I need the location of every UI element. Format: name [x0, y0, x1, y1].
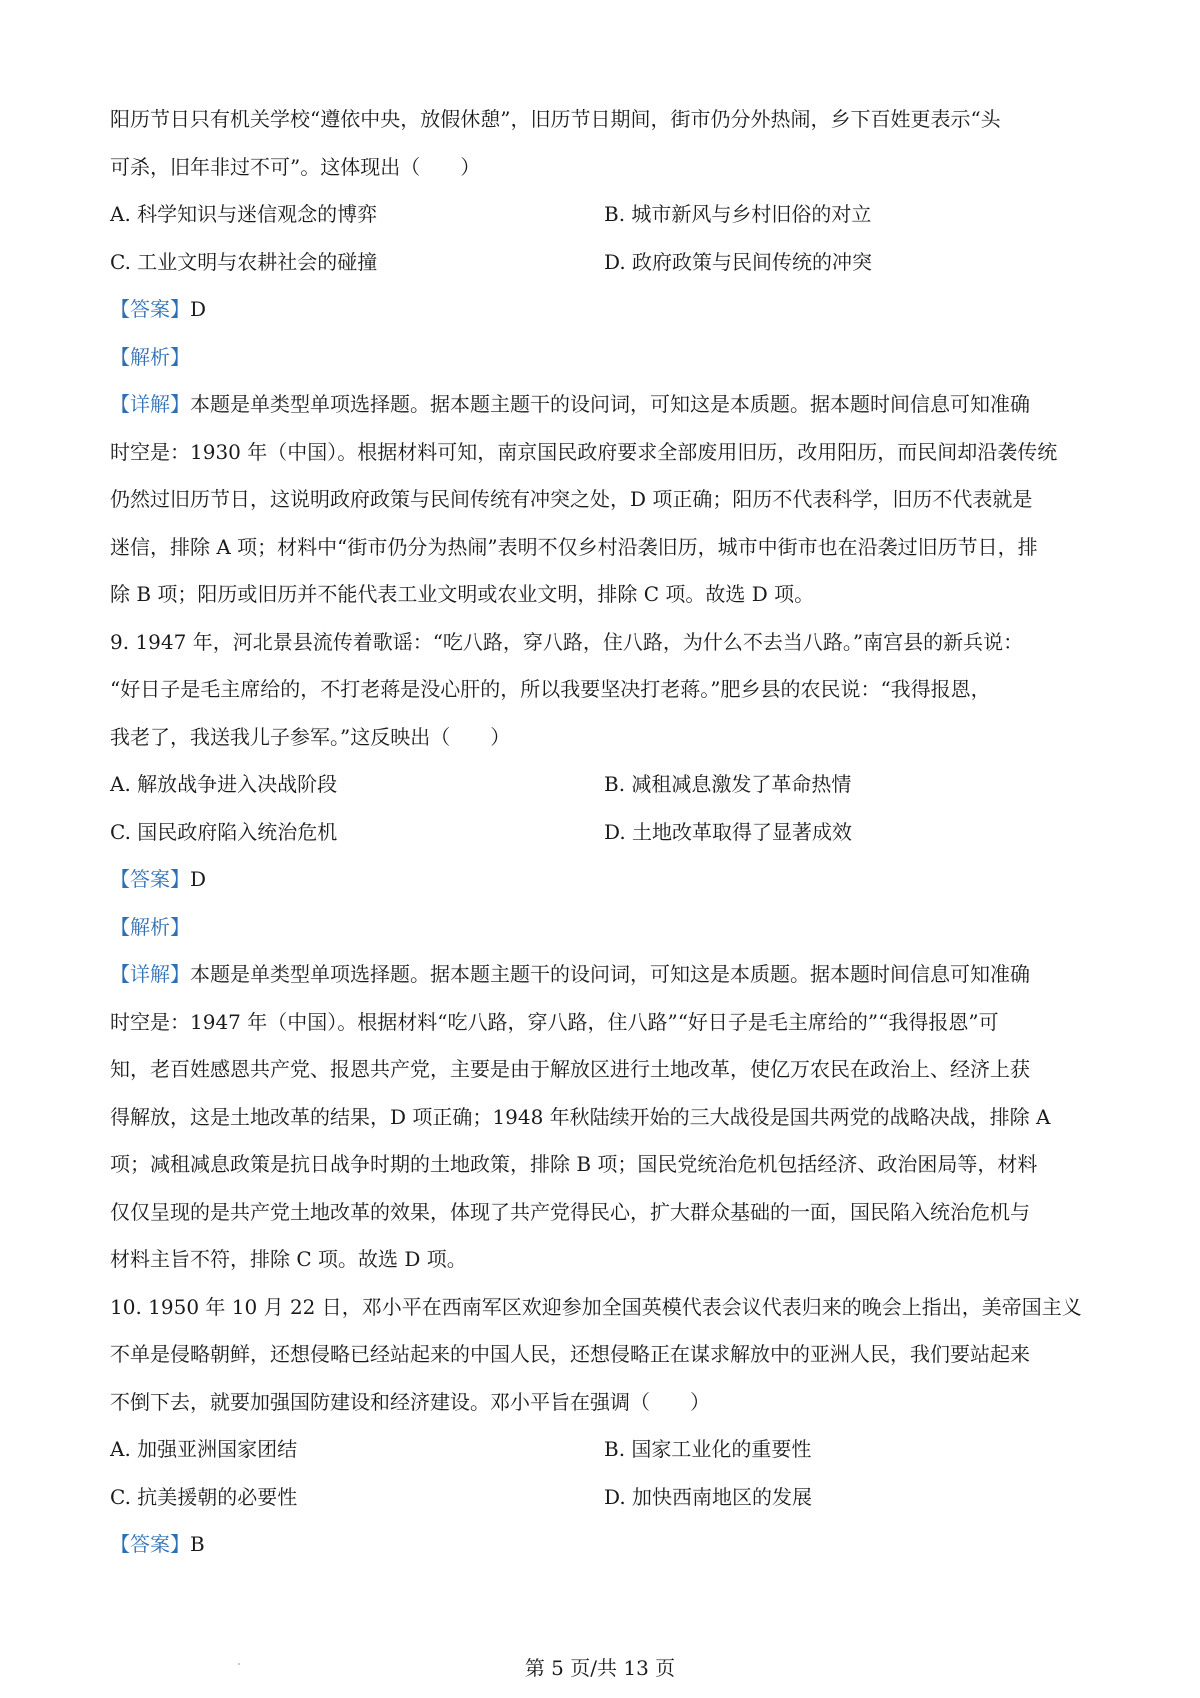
q8-option-d: D. 政府政策与民间传统的冲突: [604, 249, 873, 274]
q9-options-row: [110, 761, 1090, 809]
q10-options-row: [110, 1426, 1090, 1474]
q9-detail-line: 时空是：1947 年（中国）。根据材料“吃八路，穿八路，住八路”“好日子是毛主席给的”“我得报恩”可: [110, 1009, 999, 1034]
answer-tag: 【答案】: [110, 297, 190, 321]
answer-tag: 【答案】: [110, 867, 190, 891]
q8-stem-line: 阳历节日只有机关学校“遵依中央，放假休憩”，旧历节日期间，街市仍分外热闹，乡下百姓更表示“头: [110, 107, 1001, 131]
q9-option-c: C. 国民政府陷入统治危机: [110, 819, 338, 844]
q8-options-row: [110, 239, 1090, 287]
q8-option-c: C. 工业文明与农耕社会的碰撞: [110, 249, 378, 274]
q8-detail-line: 时空是：1930 年（中国）。根据材料可知，南京国民政府要求全部废用旧历，改用阳历，而民间却沿袭传统: [110, 439, 1058, 464]
q10-stem-line: 不倒下去，就要加强国防建设和经济建设。邓小平旨在强调（ ）: [110, 1389, 710, 1414]
q8-analysis: [110, 334, 1090, 382]
q9-option-b: B. 减租减息激发了革命热情: [604, 772, 852, 796]
question-10: [110, 1284, 1090, 1569]
q8-detail-line: 仍然过旧历节日，这说明政府政策与民间传统有冲突之处，D 项正确；阳历不代表科学，旧历不代表就是: [110, 487, 1033, 511]
q9-answer: [110, 856, 1090, 904]
q10-option-b: B. 国家工业化的重要性: [604, 1437, 812, 1461]
q9-stem-line: 9. 1947 年，河北景县流传着歌谣：“吃八路，穿八路，住八路，为什么不去当八路。”南宫县的新兵说：: [110, 629, 1024, 654]
q8-detail-line: [110, 381, 1090, 429]
detail-tag: 【详解】: [110, 962, 190, 986]
q8-detail-line: 除 B 项；阳历或旧历并不能代表工业文明或农业文明，排除 C 项。故选 D 项。: [110, 582, 815, 606]
detail-tag: 【详解】: [110, 392, 190, 416]
q10-option-c: C. 抗美援朝的必要性: [110, 1484, 298, 1509]
page-number-footer: 第 5 页/共 13 页: [524, 1656, 676, 1680]
question-8: [110, 96, 1090, 619]
q9-detail-line: 得解放，这是土地改革的结果，D 项正确；1948 年秋陆续开始的三大战役是国共两党的战略决战，排除 A: [110, 1104, 1051, 1129]
q10-option-a: A. 加强亚洲国家团结: [110, 1437, 298, 1461]
q8-detail-text: 本题是单类型单项选择题。据本题主题干的设问词，可知这是本质题。据本题时间信息可知准确: [190, 392, 1030, 416]
q9-stem-line: 我老了，我送我儿子参军。”这反映出（ ）: [110, 724, 511, 749]
q10-answer-value: B: [190, 1532, 205, 1556]
q10-options-row: [110, 1474, 1090, 1522]
question-9: [110, 619, 1090, 1284]
q9-detail-line: 项；减租减息政策是抗日战争时期的土地政策，排除 B 项；国民党统治危机包括经济、政治困局等，材料: [110, 1152, 1038, 1176]
q9-options-row: [110, 809, 1090, 857]
q9-detail-text: 本题是单类型单项选择题。据本题主题干的设问词，可知这是本质题。据本题时间信息可知准确: [190, 962, 1030, 986]
page-content: [110, 96, 1090, 1569]
q8-detail-line: 迷信，排除 A 项；材料中“街市仍分为热闹”表明不仅乡村沿袭旧历，城市中街市也在沿袭过旧历节日，排: [110, 534, 1038, 559]
q8-answer-value: D: [190, 297, 207, 321]
answer-tag: 【答案】: [110, 1532, 190, 1556]
analysis-tag: 【解析】: [110, 914, 190, 939]
q9-stem-line: “好日子是毛主席给的，不打老蒋是没心肝的，所以我要坚决打老蒋。”肥乡县的农民说：“我得报恩，: [110, 677, 991, 701]
analysis-tag: 【解析】: [110, 344, 190, 369]
q8-option-a: A. 科学知识与迷信观念的博弈: [110, 202, 378, 226]
q10-option-d: D. 加快西南地区的发展: [604, 1484, 813, 1509]
q8-stem-line: 可杀，旧年非过不可”。这体现出（ ）: [110, 154, 481, 179]
q9-detail-line: [110, 951, 1090, 999]
q9-option-a: A. 解放战争进入决战阶段: [110, 772, 338, 796]
q9-detail-line: 知，老百姓感恩共产党、报恩共产党，主要是由于解放区进行土地改革，使亿万农民在政治上、经济上获: [110, 1057, 1030, 1081]
q8-option-b: B. 城市新风与乡村旧俗的对立: [604, 202, 872, 226]
q8-options-row: [110, 191, 1090, 239]
q10-stem-line: 10. 1950 年 10 月 22 日，邓小平在西南军区欢迎参加全国英模代表会议代表归来的晚会上指出，美帝国主义: [110, 1294, 1082, 1319]
q9-answer-value: D: [190, 867, 207, 891]
q9-detail-line: 仅仅呈现的是共产党土地改革的效果，体现了共产党得民心，扩大群众基础的一面，国民陷入统治危机与: [110, 1199, 1030, 1224]
q9-option-d: D. 土地改革取得了显著成效: [604, 819, 853, 844]
q9-analysis: [110, 904, 1090, 952]
q10-answer: [110, 1521, 1090, 1569]
q8-answer: [110, 286, 1090, 334]
q9-detail-line: 材料主旨不符，排除 C 项。故选 D 项。: [110, 1247, 467, 1271]
q10-stem-line: 不单是侵略朝鲜，还想侵略已经站起来的中国人民，还想侵略正在谋求解放中的亚洲人民，我们要站起来: [110, 1342, 1030, 1366]
